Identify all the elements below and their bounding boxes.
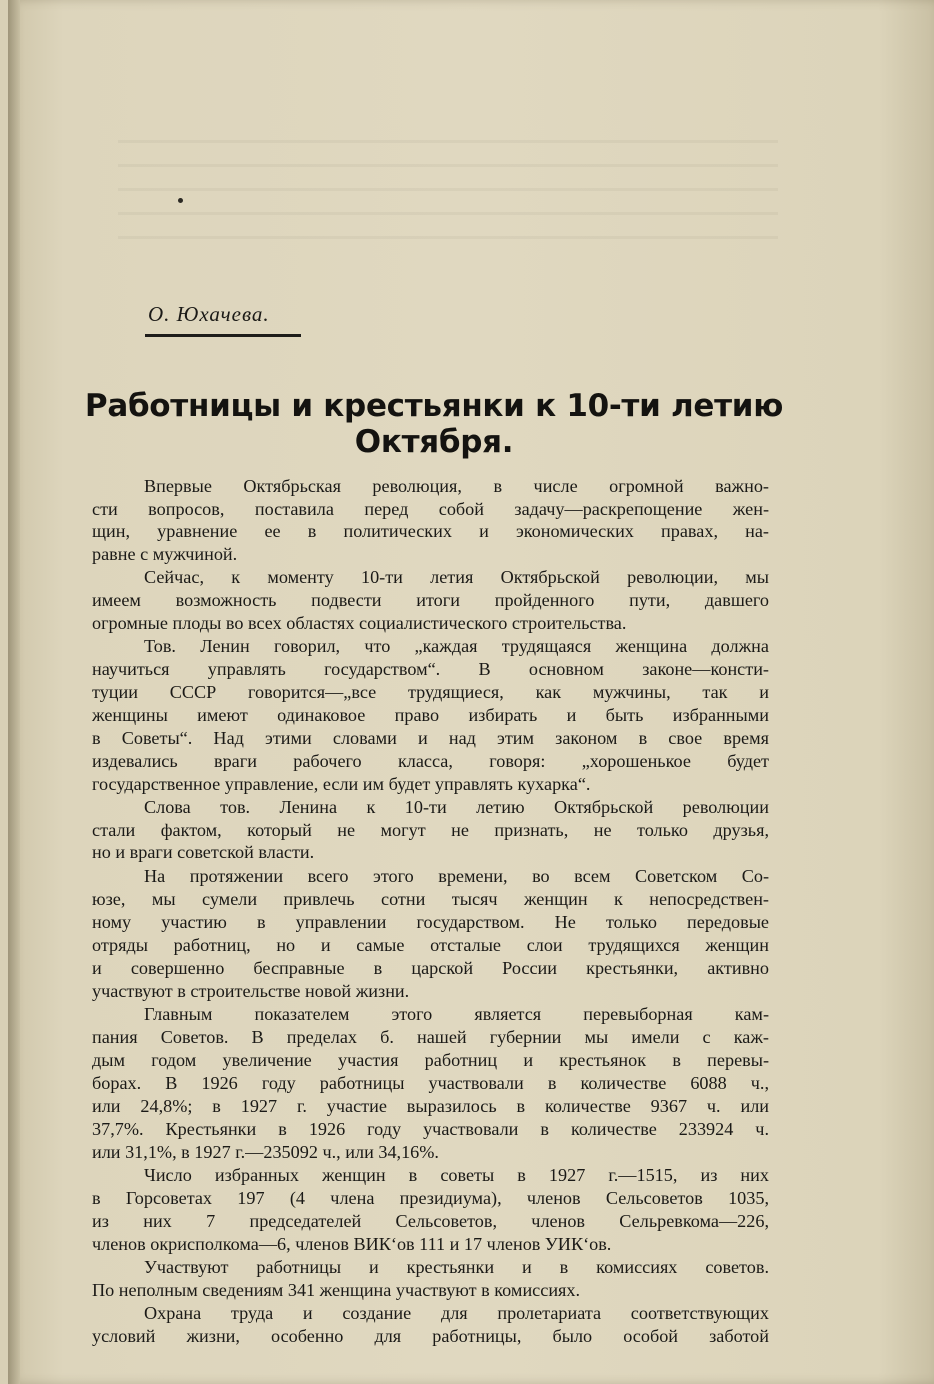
text-line: дым годом увеличение участия работниц и крестьянок в перевы- bbox=[92, 1050, 769, 1070]
title-line-1: Работницы и крестьянки к 10-ти летию bbox=[84, 388, 784, 424]
text-line: женщины имеют одинаковое право избирать и быть избранными bbox=[92, 705, 769, 725]
author-underline bbox=[145, 334, 301, 337]
text-line: юзе, мы сумели привлечь сотни тысяч женщин к непосредствен- bbox=[92, 889, 769, 909]
text-line: Главным показателем этого является перевыборная кам- bbox=[144, 1004, 769, 1024]
text-line: ному участию в управлении государством. Не только передовые bbox=[92, 912, 769, 932]
text-line: стали фактом, который не могут не признать, не только друзья, bbox=[92, 820, 769, 840]
text-line: имеем возможность подвести итоги пройденного пути, давшего bbox=[92, 590, 769, 610]
text-line: пания Советов. В пределах б. нашей губернии мы имели с каж- bbox=[92, 1027, 769, 1047]
text-line: туции СССР говорится—„все трудящиеся, как мужчины, так и bbox=[92, 682, 769, 702]
text-line: из них 7 председателей Сельсоветов, членов Сельревкома—226, bbox=[92, 1211, 769, 1231]
text-line: в Советы“. Над этими словами и над этим законом в свое время bbox=[92, 728, 769, 748]
text-line: Впервые Октябрьская революция, в числе огромной важно- bbox=[144, 476, 769, 496]
text-line: научиться управлять государством“. В основном законе—консти- bbox=[92, 659, 769, 679]
ink-speck bbox=[178, 198, 183, 203]
text-line: Сейчас, к моменту 10-ти летия Октябрьской революции, мы bbox=[144, 567, 769, 587]
text-line: Слова тов. Ленина к 10-ти летию Октябрьской революции bbox=[144, 797, 769, 817]
page-gutter bbox=[8, 0, 20, 1384]
text-line: 37,7%. Крестьянки в 1926 году участвовали в количестве 233924 ч. bbox=[92, 1119, 769, 1139]
text-line: равне с мужчиной. bbox=[92, 544, 238, 564]
text-line: огромные плоды во всех областях социалистического строительства. bbox=[92, 613, 627, 633]
title-line-2: Октября. bbox=[354, 424, 514, 460]
text-line: или 24,8%; в 1927 г. участие выразилось в количестве 9367 ч. или bbox=[92, 1096, 769, 1116]
text-line: Охрана труда и создание для пролетариата соответствующих bbox=[144, 1303, 769, 1323]
text-line: в Горсоветах 197 (4 члена президиума), членов Сельсоветов 1035, bbox=[92, 1188, 769, 1208]
article-title bbox=[84, 388, 784, 460]
text-line: Тов. Ленин говорил, что „каждая трудящаяся женщина должна bbox=[144, 636, 769, 656]
text-line: сти вопросов, поставила перед собой задачу—раскрепощение жен- bbox=[92, 499, 769, 519]
text-line: или 31,1%, в 1927 г.—235092 ч., или 34,16%. bbox=[92, 1142, 439, 1162]
text-line: и совершенно бесправные в царской России крестьянки, активно bbox=[92, 958, 769, 978]
text-line: По неполным сведениям 341 женщина участвуют в комиссиях. bbox=[92, 1280, 581, 1300]
bleed-through-text bbox=[128, 86, 768, 112]
text-line: щин, уравнение ее в политических и экономических правах, на- bbox=[92, 521, 769, 541]
text-line: условий жизни, особенно для работницы, было особой заботой bbox=[92, 1326, 769, 1346]
text-line: но и враги советской власти. bbox=[92, 842, 315, 862]
text-line: Число избранных женщин в советы в 1927 г.—1515, из них bbox=[144, 1165, 769, 1185]
author-name: О. Юхачева. bbox=[148, 302, 270, 326]
text-line: участвуют в строительстве новой жизни. bbox=[92, 981, 410, 1001]
text-line: На протяжении всего этого времени, во всем Советском Со- bbox=[144, 866, 769, 886]
text-line: государственное управление, если им будет управлять кухарка“. bbox=[92, 774, 591, 794]
text-line: отряды работниц, но и самые отсталые слои трудящихся женщин bbox=[92, 935, 769, 955]
text-line: борах. В 1926 году работницы участвовали в количестве 6088 ч., bbox=[92, 1073, 769, 1093]
bleed-through-lines bbox=[118, 140, 778, 260]
text-line: Участвуют работницы и крестьянки и в комиссиях советов. bbox=[144, 1257, 769, 1277]
text-line: членов окрисполкома—6, членов ВИК‘ов 111 и 17 членов УИК‘ов. bbox=[92, 1234, 612, 1254]
text-line: издевались враги рабочего класса, говоря: „хорошенькое будет bbox=[92, 751, 769, 771]
